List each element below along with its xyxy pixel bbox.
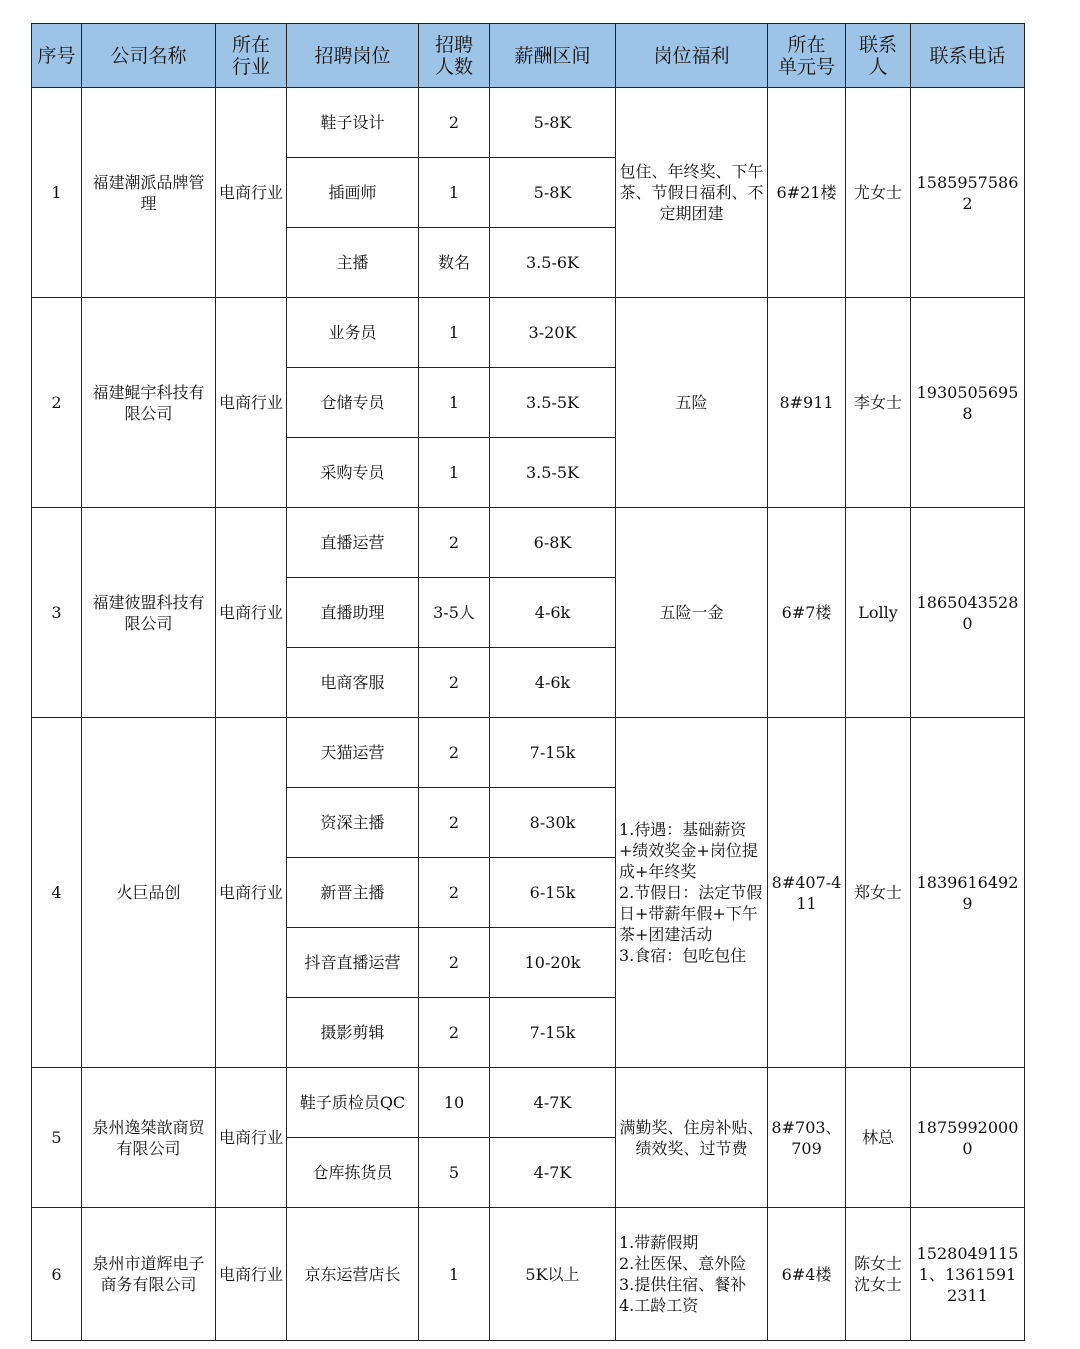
company-contact: 林总 xyxy=(846,1068,911,1208)
company-no: 4 xyxy=(32,718,82,1068)
position-count: 1 xyxy=(419,368,490,438)
company-benefits: 五险一金 xyxy=(616,508,768,718)
company-unit: 8#911 xyxy=(768,298,846,508)
position-salary: 3.5-6K xyxy=(490,228,616,298)
position-salary: 6-8K xyxy=(490,508,616,578)
header-no: 序号 xyxy=(32,24,82,88)
company-contact: 陈女士沈女士 xyxy=(846,1208,911,1341)
company-unit: 6#4楼 xyxy=(768,1208,846,1341)
header-unit: 所在 单元号 xyxy=(768,24,846,88)
company-benefits: 满勤奖、住房补贴、绩效奖、过节费 xyxy=(616,1068,768,1208)
position-title: 资深主播 xyxy=(287,788,419,858)
position-salary: 4-6k xyxy=(490,648,616,718)
position-title: 鞋子质检员QC xyxy=(287,1068,419,1138)
position-salary: 3.5-5K xyxy=(490,438,616,508)
company-phone: 18650435280 xyxy=(911,508,1025,718)
position-salary: 8-30k xyxy=(490,788,616,858)
header-row xyxy=(32,24,1025,88)
company-name: 泉州市道辉电子商务有限公司 xyxy=(82,1208,216,1341)
position-title: 鞋子设计 xyxy=(287,88,419,158)
position-title: 直播运营 xyxy=(287,508,419,578)
position-title: 业务员 xyxy=(287,298,419,368)
company-benefits: 1.待遇：基础薪资+绩效奖金+岗位提成+年终奖 2.节假日：法定节假日+带薪年假+下午茶+团建活动 3.食宿：包吃包住 xyxy=(616,718,768,1068)
company-industry: 电商行业 xyxy=(216,298,287,508)
position-title: 插画师 xyxy=(287,158,419,228)
header-salary: 薪酬区间 xyxy=(490,24,616,88)
position-salary: 7-15k xyxy=(490,998,616,1068)
company-unit: 8#703、709 xyxy=(768,1068,846,1208)
company-name: 福建鲲宇科技有限公司 xyxy=(82,298,216,508)
table-row xyxy=(32,298,1025,368)
header-benefits: 岗位福利 xyxy=(616,24,768,88)
table-row xyxy=(32,508,1025,578)
position-title: 仓库拣货员 xyxy=(287,1138,419,1208)
company-industry: 电商行业 xyxy=(216,88,287,298)
company-no: 6 xyxy=(32,1208,82,1341)
company-phone: 18759920000 xyxy=(911,1068,1025,1208)
company-unit: 6#21楼 xyxy=(768,88,846,298)
position-salary: 5K以上 xyxy=(490,1208,616,1341)
company-name: 火巨品创 xyxy=(82,718,216,1068)
position-salary: 4-7K xyxy=(490,1138,616,1208)
position-count: 2 xyxy=(419,858,490,928)
company-name: 泉州逸桀歆商贸有限公司 xyxy=(82,1068,216,1208)
position-salary: 6-15k xyxy=(490,858,616,928)
table-row xyxy=(32,1068,1025,1138)
header-phone: 联系电话 xyxy=(911,24,1025,88)
position-salary: 7-15k xyxy=(490,718,616,788)
table-row xyxy=(32,718,1025,788)
header-count: 招聘 人数 xyxy=(419,24,490,88)
company-industry: 电商行业 xyxy=(216,718,287,1068)
position-salary: 5-8K xyxy=(490,88,616,158)
position-title: 主播 xyxy=(287,228,419,298)
header-company: 公司名称 xyxy=(82,24,216,88)
position-count: 数名 xyxy=(419,228,490,298)
position-salary: 4-6k xyxy=(490,578,616,648)
company-phone: 15859575862 xyxy=(911,88,1025,298)
company-no: 5 xyxy=(32,1068,82,1208)
table-row xyxy=(32,88,1025,158)
position-salary: 3.5-5K xyxy=(490,368,616,438)
company-unit: 6#7楼 xyxy=(768,508,846,718)
position-title: 仓储专员 xyxy=(287,368,419,438)
position-count: 3-5人 xyxy=(419,578,490,648)
header-contact: 联系 人 xyxy=(846,24,911,88)
position-title: 电商客服 xyxy=(287,648,419,718)
position-count: 2 xyxy=(419,648,490,718)
position-count: 2 xyxy=(419,998,490,1068)
company-industry: 电商行业 xyxy=(216,1208,287,1341)
position-count: 10 xyxy=(419,1068,490,1138)
position-count: 1 xyxy=(419,298,490,368)
company-no: 1 xyxy=(32,88,82,298)
company-phone: 15280491151、13615912311 xyxy=(911,1208,1025,1341)
position-salary: 5-8K xyxy=(490,158,616,228)
position-title: 新晋主播 xyxy=(287,858,419,928)
company-phone: 19305056958 xyxy=(911,298,1025,508)
header-industry: 所在 行业 xyxy=(216,24,287,88)
position-count: 2 xyxy=(419,718,490,788)
company-industry: 电商行业 xyxy=(216,1068,287,1208)
company-contact: 尤女士 xyxy=(846,88,911,298)
position-count: 1 xyxy=(419,438,490,508)
position-salary: 10-20k xyxy=(490,928,616,998)
position-count: 2 xyxy=(419,508,490,578)
position-salary: 3-20K xyxy=(490,298,616,368)
company-name: 福建彼盟科技有限公司 xyxy=(82,508,216,718)
position-count: 2 xyxy=(419,788,490,858)
position-count: 1 xyxy=(419,1208,490,1341)
position-title: 直播助理 xyxy=(287,578,419,648)
position-title: 京东运营店长 xyxy=(287,1208,419,1341)
company-benefits: 1.带薪假期 2.社医保、意外险 3.提供住宿、餐补 4.工龄工资 xyxy=(616,1208,768,1341)
company-contact: Lolly xyxy=(846,508,911,718)
header-position: 招聘岗位 xyxy=(287,24,419,88)
position-title: 摄影剪辑 xyxy=(287,998,419,1068)
company-benefits: 包住、年终奖、下午茶、节假日福利、不定期团建 xyxy=(616,88,768,298)
position-title: 抖音直播运营 xyxy=(287,928,419,998)
position-title: 天猫运营 xyxy=(287,718,419,788)
position-salary: 4-7K xyxy=(490,1068,616,1138)
position-title: 采购专员 xyxy=(287,438,419,508)
position-count: 5 xyxy=(419,1138,490,1208)
company-contact: 李女士 xyxy=(846,298,911,508)
company-contact: 郑女士 xyxy=(846,718,911,1068)
company-benefits: 五险 xyxy=(616,298,768,508)
table-row xyxy=(32,1208,1025,1341)
position-count: 1 xyxy=(419,158,490,228)
company-name: 福建潮派品牌管理 xyxy=(82,88,216,298)
position-count: 2 xyxy=(419,88,490,158)
company-phone: 18396164929 xyxy=(911,718,1025,1068)
company-unit: 8#407-411 xyxy=(768,718,846,1068)
company-no: 3 xyxy=(32,508,82,718)
recruitment-table xyxy=(31,23,1025,1341)
company-industry: 电商行业 xyxy=(216,508,287,718)
company-no: 2 xyxy=(32,298,82,508)
position-count: 2 xyxy=(419,928,490,998)
